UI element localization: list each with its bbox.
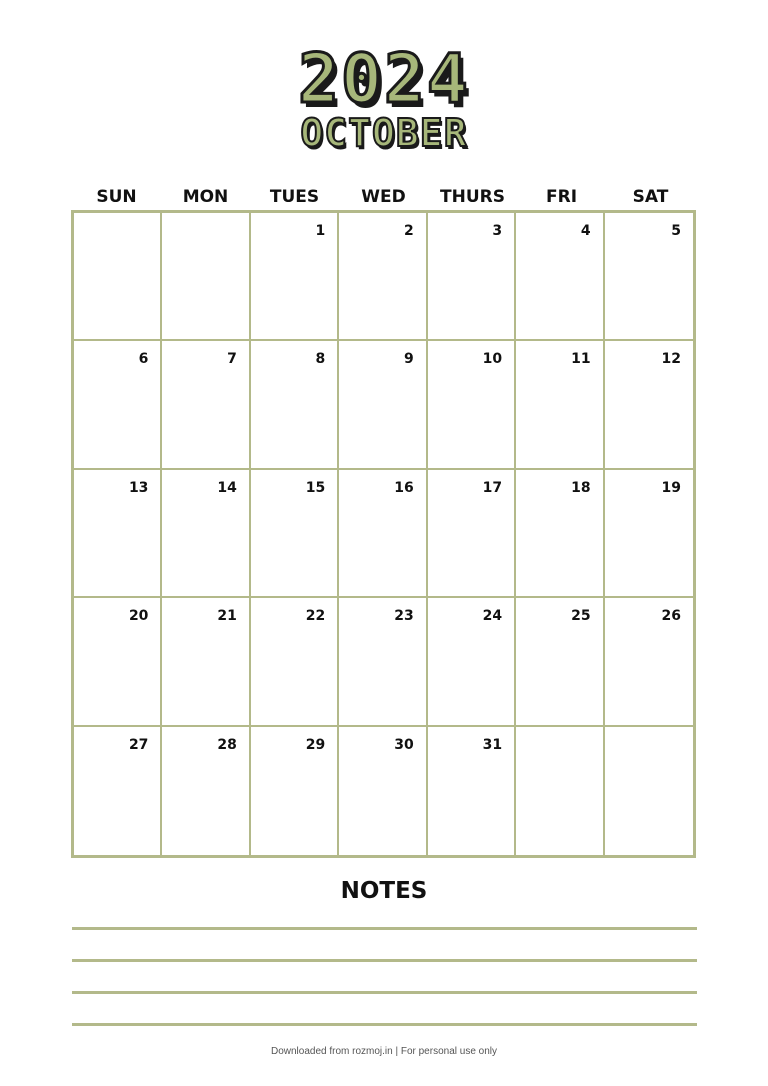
day-cell [516,598,604,726]
day-cell [339,727,427,855]
year-heading: 2024 [298,40,470,119]
day-cell [251,341,339,469]
day-number: 21 [217,608,237,625]
day-number: 27 [128,736,149,753]
notes-title: NOTES [340,878,428,904]
day-cell [428,727,516,855]
weekday-mon: MON [182,187,229,207]
weekday-wed: WED [361,187,406,207]
day-cell [516,470,604,598]
day-number: 8 [315,351,326,368]
day-number: 17 [482,479,503,496]
day-number: 29 [305,736,326,753]
day-number: 19 [661,479,681,496]
day-cell [251,727,339,855]
day-number: 22 [305,608,326,625]
day-number: 25 [571,608,591,625]
day-number: 24 [482,608,503,625]
day-cell [162,341,250,469]
weekday-thu: THURS [440,187,505,207]
day-cell [605,470,693,598]
day-number: 15 [305,479,326,496]
day-cell [74,341,162,469]
day-number: 23 [394,608,414,625]
calendar-grid [71,210,696,858]
empty-day-cell [516,727,604,855]
day-number: 18 [571,479,591,496]
day-number: 10 [482,351,503,368]
day-cell [339,213,427,341]
day-cell [162,727,250,855]
empty-day-cell [74,213,162,341]
day-number: 20 [128,608,149,625]
day-number: 9 [403,351,414,368]
day-cell [251,213,339,341]
day-cell [162,470,250,598]
day-cell [74,470,162,598]
day-number: 26 [661,608,681,625]
day-number: 31 [482,736,503,753]
day-cell [428,598,516,726]
day-cell [251,470,339,598]
day-cell [162,598,250,726]
empty-day-cell [162,213,250,341]
day-number: 5 [671,223,681,239]
day-cell [428,470,516,598]
weekday-fri: FRI [545,187,578,207]
note-line [72,1023,697,1026]
day-cell [339,341,427,469]
day-cell [428,213,516,341]
day-cell [516,341,604,469]
day-number: 11 [571,351,591,368]
month-heading: OCTOBER [300,111,468,155]
note-line [72,959,697,962]
day-number: 6 [138,351,149,368]
weekday-sat: SAT [632,187,669,207]
note-line [72,991,697,994]
weekday-tue: TUES [269,187,320,207]
day-number: 12 [661,351,681,368]
day-cell [605,341,693,469]
day-number: 13 [128,479,149,496]
day-number: 14 [217,479,237,496]
day-number: 16 [394,479,414,496]
day-cell [428,341,516,469]
weekday-header-row [72,184,695,210]
day-cell [74,598,162,726]
day-cell [74,727,162,855]
note-line [72,927,697,930]
day-cell [605,213,693,341]
day-number: 28 [217,736,237,753]
weekday-sun: SUN [96,187,137,207]
footer-credit: Downloaded from rozmoj.in | For personal use only [270,1046,498,1057]
day-cell [339,470,427,598]
day-cell [605,598,693,726]
day-number: 4 [580,223,591,239]
day-number: 3 [492,223,503,239]
day-number: 2 [403,223,414,239]
day-cell [251,598,339,726]
empty-day-cell [605,727,693,855]
day-cell [339,598,427,726]
day-number: 1 [315,223,326,239]
day-number: 30 [394,736,414,753]
day-number: 7 [227,351,237,368]
day-cell [516,213,604,341]
